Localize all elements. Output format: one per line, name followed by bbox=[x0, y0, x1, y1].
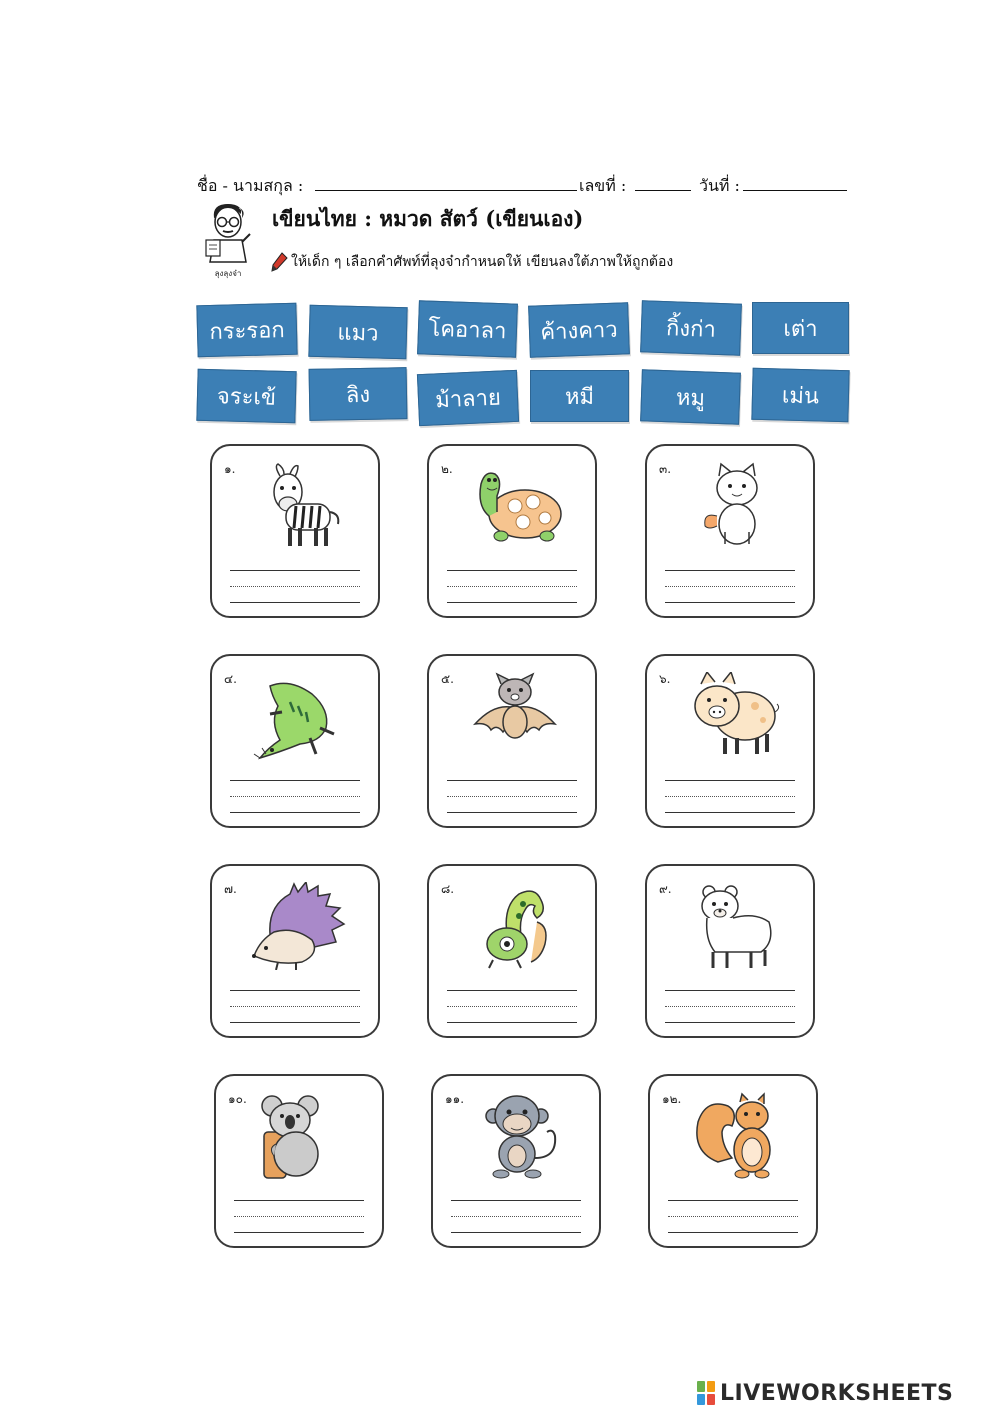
card-number: ๘. bbox=[441, 882, 455, 896]
base-line bbox=[447, 812, 577, 813]
card-number: ๔. bbox=[224, 672, 237, 686]
number-field[interactable] bbox=[635, 172, 691, 191]
answer-line[interactable] bbox=[230, 780, 360, 781]
card-number: ๑๒. bbox=[662, 1092, 682, 1106]
liveworksheets-logo[interactable] bbox=[697, 1378, 953, 1408]
answer-line[interactable] bbox=[447, 990, 577, 991]
card-number: ๕. bbox=[441, 672, 454, 686]
name-field[interactable] bbox=[315, 172, 577, 191]
base-line bbox=[668, 1232, 798, 1233]
answer-line[interactable] bbox=[447, 570, 577, 571]
number-label: เลขที่ : bbox=[579, 176, 627, 195]
guide-line bbox=[451, 1216, 581, 1217]
guide-line bbox=[230, 1006, 360, 1007]
mascot-caption: ลุงลุงจ๋า bbox=[214, 269, 242, 278]
word-tile-8[interactable]: ลิง bbox=[309, 367, 408, 421]
word-tile-11[interactable]: หมู bbox=[640, 369, 741, 424]
guide-line bbox=[230, 586, 360, 587]
base-line bbox=[230, 1022, 360, 1023]
card-number: ๑๐. bbox=[228, 1092, 247, 1106]
base-line bbox=[234, 1232, 364, 1233]
animal-card-9 bbox=[645, 864, 815, 1038]
base-line bbox=[665, 812, 795, 813]
word-tile-7[interactable]: จระเข้ bbox=[196, 369, 296, 424]
teacher-mascot-icon bbox=[200, 200, 256, 280]
animal-card-5 bbox=[427, 654, 597, 828]
turtle-icon bbox=[467, 462, 563, 550]
animal-card-6 bbox=[645, 654, 815, 828]
card-number: ๖. bbox=[659, 672, 671, 686]
word-tile-10[interactable]: หมี bbox=[530, 370, 629, 422]
date-field[interactable] bbox=[743, 172, 847, 191]
word-tile-1[interactable]: กระรอก bbox=[196, 303, 297, 358]
hedgehog-icon bbox=[250, 882, 346, 970]
guide-line bbox=[665, 586, 795, 587]
base-line bbox=[451, 1232, 581, 1233]
answer-line[interactable] bbox=[230, 990, 360, 991]
guide-line bbox=[447, 796, 577, 797]
word-tile-5[interactable]: กิ้งก่า bbox=[640, 300, 742, 355]
base-line bbox=[665, 1022, 795, 1023]
chameleon-icon bbox=[467, 882, 563, 970]
student-info-line bbox=[197, 172, 857, 202]
word-tile-2[interactable]: แมว bbox=[308, 305, 407, 360]
animal-card-4 bbox=[210, 654, 380, 828]
answer-line[interactable] bbox=[668, 1200, 798, 1201]
cat-icon bbox=[685, 462, 781, 550]
guide-line bbox=[665, 796, 795, 797]
word-tile-12[interactable]: เม่น bbox=[751, 368, 849, 423]
animal-card-10 bbox=[214, 1074, 384, 1248]
word-tile-9[interactable]: ม้าลาย bbox=[417, 370, 519, 426]
koala-icon bbox=[254, 1092, 350, 1180]
base-line bbox=[230, 812, 360, 813]
instruction-row bbox=[270, 251, 673, 273]
animal-card-7 bbox=[210, 864, 380, 1038]
name-label: ชื่อ - นามสกุล : bbox=[197, 176, 304, 195]
pig-icon bbox=[685, 672, 781, 760]
animal-card-8 bbox=[427, 864, 597, 1038]
answer-line[interactable] bbox=[234, 1200, 364, 1201]
word-tile-4[interactable]: ค้างคาว bbox=[528, 302, 630, 357]
animal-card-12 bbox=[648, 1074, 818, 1248]
zebra-icon bbox=[250, 462, 346, 550]
guide-line bbox=[665, 1006, 795, 1007]
guide-line bbox=[447, 1006, 577, 1007]
instruction-text: ให้เด็ก ๆ เลือกคำศัพท์ที่ลุงจ๋ากำหนดให้ เขียนลงใต้ภาพให้ถูกต้อง bbox=[291, 254, 674, 270]
answer-line[interactable] bbox=[665, 570, 795, 571]
squirrel-icon bbox=[688, 1092, 784, 1180]
animal-card-3 bbox=[645, 444, 815, 618]
word-tile-3[interactable]: โคอาลา bbox=[417, 300, 518, 357]
answer-line[interactable] bbox=[665, 780, 795, 781]
answer-line[interactable] bbox=[665, 990, 795, 991]
pencil-icon bbox=[270, 252, 288, 272]
bat-icon bbox=[467, 672, 563, 760]
date-label: วันที่ : bbox=[699, 176, 740, 195]
animal-card-1 bbox=[210, 444, 380, 618]
animal-card-11 bbox=[431, 1074, 601, 1248]
answer-line[interactable] bbox=[451, 1200, 581, 1201]
base-line bbox=[665, 602, 795, 603]
base-line bbox=[447, 1022, 577, 1023]
word-tile-6[interactable]: เต่า bbox=[752, 302, 849, 354]
card-number: ๙. bbox=[659, 882, 672, 896]
answer-line[interactable] bbox=[447, 780, 577, 781]
answer-line[interactable] bbox=[230, 570, 360, 571]
guide-line bbox=[447, 586, 577, 587]
card-number: ๓. bbox=[659, 462, 672, 476]
worksheet-title: เขียนไทย : หมวด สัตว์ (เขียนเอง) bbox=[272, 206, 584, 231]
bear-icon bbox=[685, 882, 781, 970]
card-number: ๗. bbox=[224, 882, 237, 896]
card-number: ๑. bbox=[224, 462, 236, 476]
guide-line bbox=[668, 1216, 798, 1217]
crocodile-icon bbox=[250, 672, 346, 760]
brand-name: LIVEWORKSHEETS bbox=[720, 1380, 954, 1406]
monkey-icon bbox=[471, 1092, 567, 1180]
base-line bbox=[230, 602, 360, 603]
logo-blocks-icon bbox=[697, 1380, 717, 1406]
guide-line bbox=[230, 796, 360, 797]
animal-card-2 bbox=[427, 444, 597, 618]
card-number: ๑๑. bbox=[445, 1092, 465, 1106]
base-line bbox=[447, 602, 577, 603]
card-number: ๒. bbox=[441, 462, 453, 476]
guide-line bbox=[234, 1216, 364, 1217]
